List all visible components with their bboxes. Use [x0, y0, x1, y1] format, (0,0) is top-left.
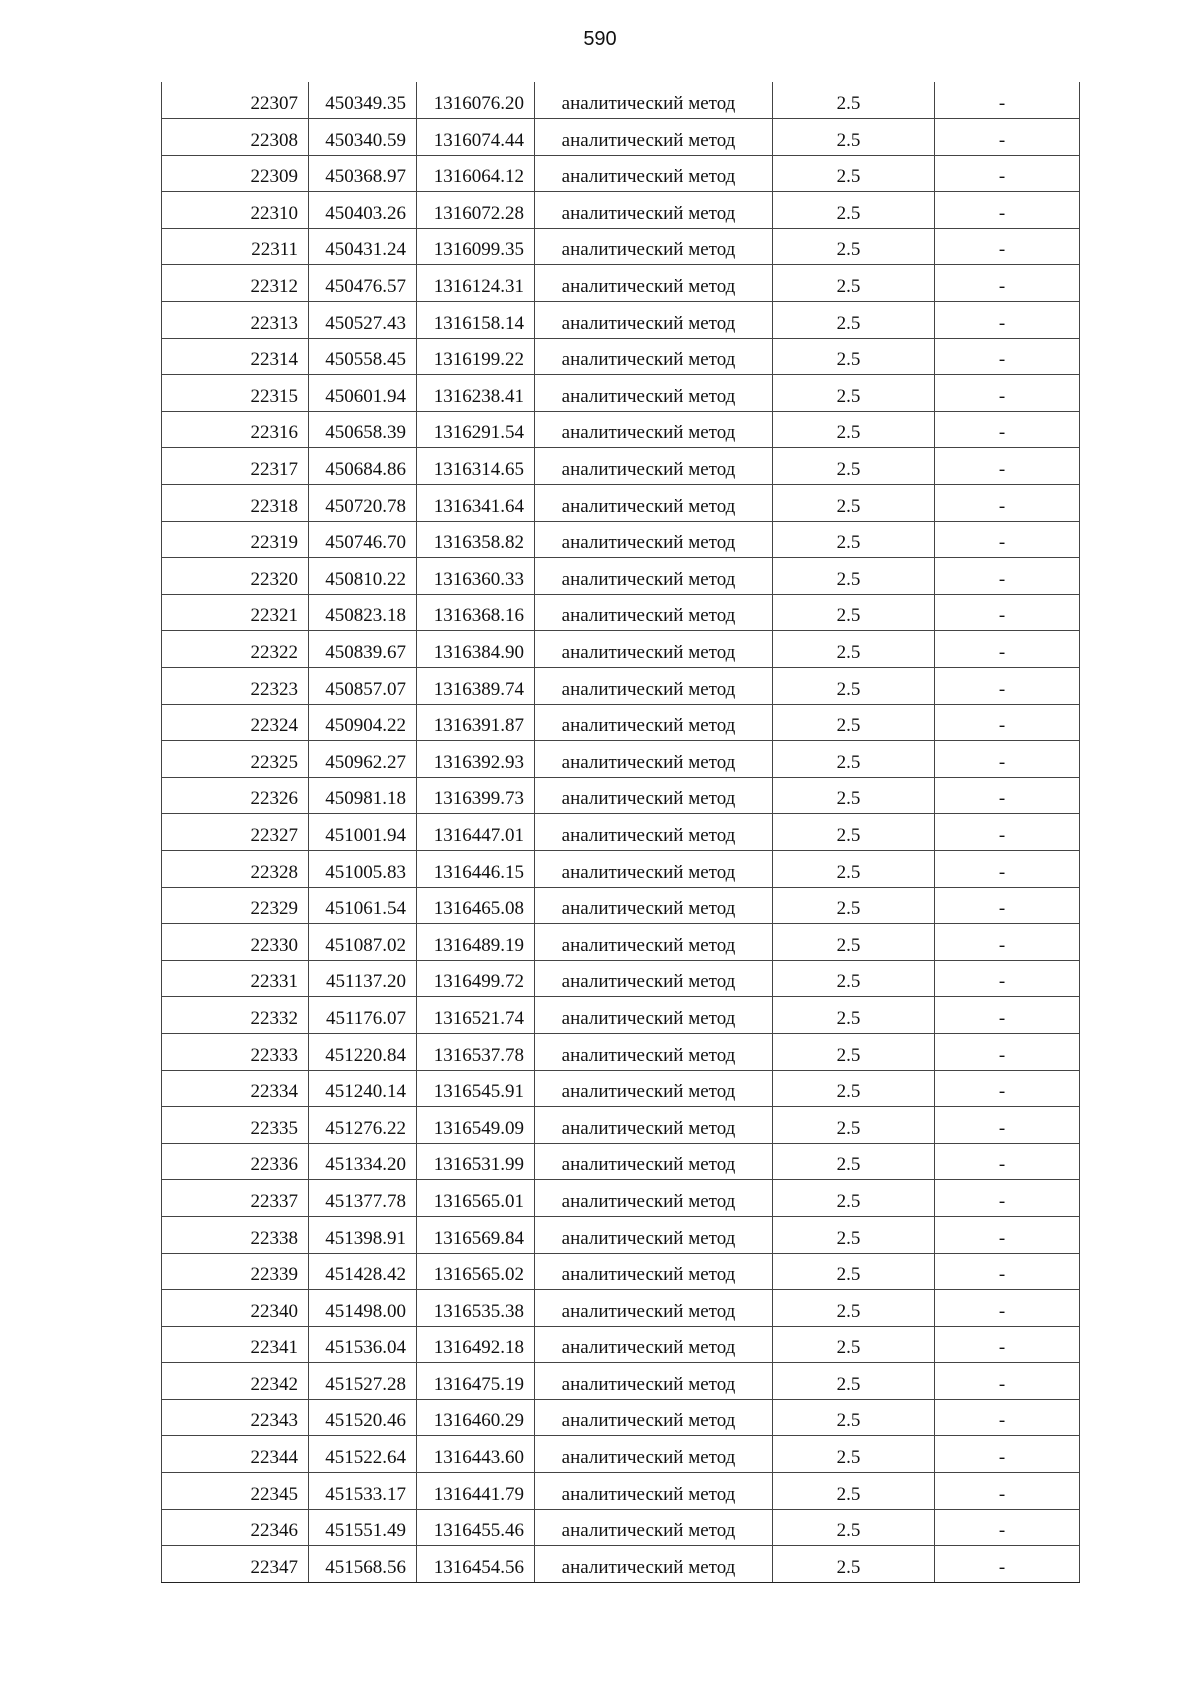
method-cell: аналитический метод — [535, 887, 773, 924]
method-cell: аналитический метод — [535, 228, 773, 265]
note-cell: - — [935, 777, 1080, 814]
y-coordinate-cell: 1316545.91 — [417, 1070, 535, 1107]
accuracy-cell: 2.5 — [773, 1326, 935, 1363]
accuracy-cell: 2.5 — [773, 119, 935, 156]
x-coordinate-cell: 450558.45 — [309, 338, 417, 375]
note-cell: - — [935, 668, 1080, 705]
method-cell: аналитический метод — [535, 338, 773, 375]
x-coordinate-cell: 450962.27 — [309, 741, 417, 778]
y-coordinate-cell: 1316454.56 — [417, 1546, 535, 1583]
method-cell: аналитический метод — [535, 82, 773, 119]
y-coordinate-cell: 1316443.60 — [417, 1436, 535, 1473]
point-number-cell: 22322 — [162, 631, 309, 668]
x-coordinate-cell: 450601.94 — [309, 375, 417, 412]
y-coordinate-cell: 1316489.19 — [417, 924, 535, 961]
x-coordinate-cell: 450720.78 — [309, 485, 417, 522]
y-coordinate-cell: 1316384.90 — [417, 631, 535, 668]
note-cell: - — [935, 485, 1080, 522]
x-coordinate-cell: 451001.94 — [309, 814, 417, 851]
x-coordinate-cell: 450403.26 — [309, 192, 417, 229]
note-cell: - — [935, 594, 1080, 631]
table-row — [162, 119, 1080, 156]
note-cell: - — [935, 155, 1080, 192]
accuracy-cell: 2.5 — [773, 1399, 935, 1436]
table-row — [162, 302, 1080, 339]
accuracy-cell: 2.5 — [773, 960, 935, 997]
x-coordinate-cell: 450527.43 — [309, 302, 417, 339]
note-cell: - — [935, 82, 1080, 119]
x-coordinate-cell: 451176.07 — [309, 997, 417, 1034]
method-cell: аналитический метод — [535, 777, 773, 814]
x-coordinate-cell: 451276.22 — [309, 1107, 417, 1144]
method-cell: аналитический метод — [535, 704, 773, 741]
x-coordinate-cell: 450857.07 — [309, 668, 417, 705]
y-coordinate-cell: 1316521.74 — [417, 997, 535, 1034]
x-coordinate-cell: 450810.22 — [309, 558, 417, 595]
accuracy-cell: 2.5 — [773, 1473, 935, 1510]
y-coordinate-cell: 1316549.09 — [417, 1107, 535, 1144]
method-cell: аналитический метод — [535, 1070, 773, 1107]
note-cell: - — [935, 228, 1080, 265]
accuracy-cell: 2.5 — [773, 1180, 935, 1217]
y-coordinate-cell: 1316465.08 — [417, 887, 535, 924]
point-number-cell: 22315 — [162, 375, 309, 412]
y-coordinate-cell: 1316124.31 — [417, 265, 535, 302]
point-number-cell: 22317 — [162, 448, 309, 485]
y-coordinate-cell: 1316064.12 — [417, 155, 535, 192]
x-coordinate-cell: 450368.97 — [309, 155, 417, 192]
note-cell: - — [935, 1326, 1080, 1363]
page-number: 590 — [583, 28, 617, 50]
table-row — [162, 1143, 1080, 1180]
x-coordinate-cell: 451137.20 — [309, 960, 417, 997]
coordinates-table-body — [162, 82, 1080, 1582]
table-row — [162, 155, 1080, 192]
point-number-cell: 22307 — [162, 82, 309, 119]
y-coordinate-cell: 1316399.73 — [417, 777, 535, 814]
y-coordinate-cell: 1316391.87 — [417, 704, 535, 741]
x-coordinate-cell: 451520.46 — [309, 1399, 417, 1436]
accuracy-cell: 2.5 — [773, 850, 935, 887]
x-coordinate-cell: 451377.78 — [309, 1180, 417, 1217]
method-cell: аналитический метод — [535, 119, 773, 156]
method-cell: аналитический метод — [535, 375, 773, 412]
point-number-cell: 22326 — [162, 777, 309, 814]
table-row — [162, 485, 1080, 522]
note-cell: - — [935, 192, 1080, 229]
method-cell: аналитический метод — [535, 1546, 773, 1583]
method-cell: аналитический метод — [535, 741, 773, 778]
accuracy-cell: 2.5 — [773, 265, 935, 302]
x-coordinate-cell: 450349.35 — [309, 82, 417, 119]
note-cell: - — [935, 1033, 1080, 1070]
y-coordinate-cell: 1316199.22 — [417, 338, 535, 375]
point-number-cell: 22308 — [162, 119, 309, 156]
y-coordinate-cell: 1316492.18 — [417, 1326, 535, 1363]
table-row — [162, 704, 1080, 741]
table-row — [162, 558, 1080, 595]
method-cell: аналитический метод — [535, 1436, 773, 1473]
y-coordinate-cell: 1316314.65 — [417, 448, 535, 485]
point-number-cell: 22310 — [162, 192, 309, 229]
note-cell: - — [935, 1399, 1080, 1436]
x-coordinate-cell: 451522.64 — [309, 1436, 417, 1473]
x-coordinate-cell: 451428.42 — [309, 1253, 417, 1290]
y-coordinate-cell: 1316158.14 — [417, 302, 535, 339]
point-number-cell: 22342 — [162, 1363, 309, 1400]
table-row — [162, 1509, 1080, 1546]
method-cell: аналитический метод — [535, 155, 773, 192]
note-cell: - — [935, 1363, 1080, 1400]
point-number-cell: 22311 — [162, 228, 309, 265]
method-cell: аналитический метод — [535, 1216, 773, 1253]
table-row — [162, 1546, 1080, 1583]
table-row — [162, 1180, 1080, 1217]
y-coordinate-cell: 1316455.46 — [417, 1509, 535, 1546]
note-cell: - — [935, 850, 1080, 887]
table-row — [162, 668, 1080, 705]
note-cell: - — [935, 1436, 1080, 1473]
note-cell: - — [935, 1143, 1080, 1180]
table-row — [162, 1436, 1080, 1473]
note-cell: - — [935, 1473, 1080, 1510]
x-coordinate-cell: 450340.59 — [309, 119, 417, 156]
note-cell: - — [935, 265, 1080, 302]
note-cell: - — [935, 1546, 1080, 1583]
accuracy-cell: 2.5 — [773, 521, 935, 558]
point-number-cell: 22319 — [162, 521, 309, 558]
point-number-cell: 22334 — [162, 1070, 309, 1107]
method-cell: аналитический метод — [535, 1253, 773, 1290]
y-coordinate-cell: 1316535.38 — [417, 1290, 535, 1327]
note-cell: - — [935, 704, 1080, 741]
method-cell: аналитический метод — [535, 192, 773, 229]
x-coordinate-cell: 451498.00 — [309, 1290, 417, 1327]
accuracy-cell: 2.5 — [773, 1546, 935, 1583]
x-coordinate-cell: 450823.18 — [309, 594, 417, 631]
note-cell: - — [935, 1253, 1080, 1290]
table-row — [162, 192, 1080, 229]
accuracy-cell: 2.5 — [773, 997, 935, 1034]
point-number-cell: 22330 — [162, 924, 309, 961]
point-number-cell: 22336 — [162, 1143, 309, 1180]
note-cell: - — [935, 1216, 1080, 1253]
point-number-cell: 22333 — [162, 1033, 309, 1070]
x-coordinate-cell: 450658.39 — [309, 411, 417, 448]
table-row — [162, 375, 1080, 412]
x-coordinate-cell: 451568.56 — [309, 1546, 417, 1583]
method-cell: аналитический метод — [535, 924, 773, 961]
x-coordinate-cell: 450476.57 — [309, 265, 417, 302]
x-coordinate-cell: 451334.20 — [309, 1143, 417, 1180]
table-row — [162, 997, 1080, 1034]
accuracy-cell: 2.5 — [773, 924, 935, 961]
accuracy-cell: 2.5 — [773, 1436, 935, 1473]
point-number-cell: 22318 — [162, 485, 309, 522]
point-number-cell: 22341 — [162, 1326, 309, 1363]
x-coordinate-cell: 451005.83 — [309, 850, 417, 887]
table-row — [162, 82, 1080, 119]
note-cell: - — [935, 887, 1080, 924]
x-coordinate-cell: 450746.70 — [309, 521, 417, 558]
table-row — [162, 924, 1080, 961]
x-coordinate-cell: 450904.22 — [309, 704, 417, 741]
note-cell: - — [935, 960, 1080, 997]
method-cell: аналитический метод — [535, 265, 773, 302]
accuracy-cell: 2.5 — [773, 887, 935, 924]
y-coordinate-cell: 1316446.15 — [417, 850, 535, 887]
table-row — [162, 1399, 1080, 1436]
method-cell: аналитический метод — [535, 1363, 773, 1400]
coordinates-table — [161, 82, 1080, 1583]
method-cell: аналитический метод — [535, 814, 773, 851]
point-number-cell: 22338 — [162, 1216, 309, 1253]
method-cell: аналитический метод — [535, 1143, 773, 1180]
note-cell: - — [935, 375, 1080, 412]
point-number-cell: 22323 — [162, 668, 309, 705]
method-cell: аналитический метод — [535, 521, 773, 558]
table-row — [162, 777, 1080, 814]
y-coordinate-cell: 1316460.29 — [417, 1399, 535, 1436]
accuracy-cell: 2.5 — [773, 155, 935, 192]
table-row — [162, 850, 1080, 887]
x-coordinate-cell: 450431.24 — [309, 228, 417, 265]
x-coordinate-cell: 451061.54 — [309, 887, 417, 924]
table-row — [162, 1033, 1080, 1070]
accuracy-cell: 2.5 — [773, 1216, 935, 1253]
accuracy-cell: 2.5 — [773, 1253, 935, 1290]
point-number-cell: 22346 — [162, 1509, 309, 1546]
note-cell: - — [935, 521, 1080, 558]
table-row — [162, 1253, 1080, 1290]
x-coordinate-cell: 451240.14 — [309, 1070, 417, 1107]
x-coordinate-cell: 451527.28 — [309, 1363, 417, 1400]
method-cell: аналитический метод — [535, 1399, 773, 1436]
point-number-cell: 22340 — [162, 1290, 309, 1327]
point-number-cell: 22344 — [162, 1436, 309, 1473]
x-coordinate-cell: 450981.18 — [309, 777, 417, 814]
y-coordinate-cell: 1316358.82 — [417, 521, 535, 558]
point-number-cell: 22345 — [162, 1473, 309, 1510]
y-coordinate-cell: 1316447.01 — [417, 814, 535, 851]
table-row — [162, 521, 1080, 558]
note-cell: - — [935, 924, 1080, 961]
method-cell: аналитический метод — [535, 1290, 773, 1327]
point-number-cell: 22339 — [162, 1253, 309, 1290]
y-coordinate-cell: 1316565.01 — [417, 1180, 535, 1217]
point-number-cell: 22343 — [162, 1399, 309, 1436]
table-row — [162, 265, 1080, 302]
accuracy-cell: 2.5 — [773, 485, 935, 522]
accuracy-cell: 2.5 — [773, 1363, 935, 1400]
method-cell: аналитический метод — [535, 850, 773, 887]
method-cell: аналитический метод — [535, 1473, 773, 1510]
table-row — [162, 1107, 1080, 1144]
point-number-cell: 22331 — [162, 960, 309, 997]
note-cell: - — [935, 814, 1080, 851]
note-cell: - — [935, 1180, 1080, 1217]
x-coordinate-cell: 451087.02 — [309, 924, 417, 961]
y-coordinate-cell: 1316392.93 — [417, 741, 535, 778]
accuracy-cell: 2.5 — [773, 1509, 935, 1546]
y-coordinate-cell: 1316368.16 — [417, 594, 535, 631]
y-coordinate-cell: 1316360.33 — [417, 558, 535, 595]
accuracy-cell: 2.5 — [773, 777, 935, 814]
accuracy-cell: 2.5 — [773, 228, 935, 265]
point-number-cell: 22332 — [162, 997, 309, 1034]
point-number-cell: 22329 — [162, 887, 309, 924]
accuracy-cell: 2.5 — [773, 82, 935, 119]
accuracy-cell: 2.5 — [773, 631, 935, 668]
y-coordinate-cell: 1316072.28 — [417, 192, 535, 229]
table-row — [162, 1326, 1080, 1363]
point-number-cell: 22347 — [162, 1546, 309, 1583]
note-cell: - — [935, 558, 1080, 595]
note-cell: - — [935, 1107, 1080, 1144]
y-coordinate-cell: 1316341.64 — [417, 485, 535, 522]
accuracy-cell: 2.5 — [773, 338, 935, 375]
x-coordinate-cell: 451551.49 — [309, 1509, 417, 1546]
accuracy-cell: 2.5 — [773, 1033, 935, 1070]
point-number-cell: 22324 — [162, 704, 309, 741]
method-cell: аналитический метод — [535, 668, 773, 705]
y-coordinate-cell: 1316475.19 — [417, 1363, 535, 1400]
accuracy-cell: 2.5 — [773, 411, 935, 448]
point-number-cell: 22320 — [162, 558, 309, 595]
accuracy-cell: 2.5 — [773, 1070, 935, 1107]
note-cell: - — [935, 302, 1080, 339]
y-coordinate-cell: 1316291.54 — [417, 411, 535, 448]
y-coordinate-cell: 1316074.44 — [417, 119, 535, 156]
table-row — [162, 1363, 1080, 1400]
method-cell: аналитический метод — [535, 1509, 773, 1546]
table-row — [162, 228, 1080, 265]
method-cell: аналитический метод — [535, 960, 773, 997]
note-cell: - — [935, 631, 1080, 668]
table-row — [162, 1216, 1080, 1253]
accuracy-cell: 2.5 — [773, 1290, 935, 1327]
y-coordinate-cell: 1316537.78 — [417, 1033, 535, 1070]
accuracy-cell: 2.5 — [773, 668, 935, 705]
point-number-cell: 22316 — [162, 411, 309, 448]
x-coordinate-cell: 451533.17 — [309, 1473, 417, 1510]
point-number-cell: 22309 — [162, 155, 309, 192]
x-coordinate-cell: 450839.67 — [309, 631, 417, 668]
y-coordinate-cell: 1316441.79 — [417, 1473, 535, 1510]
point-number-cell: 22312 — [162, 265, 309, 302]
y-coordinate-cell: 1316569.84 — [417, 1216, 535, 1253]
x-coordinate-cell: 451536.04 — [309, 1326, 417, 1363]
method-cell: аналитический метод — [535, 448, 773, 485]
point-number-cell: 22328 — [162, 850, 309, 887]
table-row — [162, 631, 1080, 668]
note-cell: - — [935, 741, 1080, 778]
x-coordinate-cell: 451398.91 — [309, 1216, 417, 1253]
note-cell: - — [935, 338, 1080, 375]
y-coordinate-cell: 1316565.02 — [417, 1253, 535, 1290]
point-number-cell: 22314 — [162, 338, 309, 375]
note-cell: - — [935, 1070, 1080, 1107]
method-cell: аналитический метод — [535, 1180, 773, 1217]
table-row — [162, 1290, 1080, 1327]
table-row — [162, 887, 1080, 924]
y-coordinate-cell: 1316099.35 — [417, 228, 535, 265]
point-number-cell: 22321 — [162, 594, 309, 631]
point-number-cell: 22327 — [162, 814, 309, 851]
method-cell: аналитический метод — [535, 631, 773, 668]
accuracy-cell: 2.5 — [773, 558, 935, 595]
y-coordinate-cell: 1316076.20 — [417, 82, 535, 119]
accuracy-cell: 2.5 — [773, 741, 935, 778]
y-coordinate-cell: 1316499.72 — [417, 960, 535, 997]
table-row — [162, 960, 1080, 997]
point-number-cell: 22337 — [162, 1180, 309, 1217]
point-number-cell: 22335 — [162, 1107, 309, 1144]
table-row — [162, 594, 1080, 631]
accuracy-cell: 2.5 — [773, 375, 935, 412]
x-coordinate-cell: 451220.84 — [309, 1033, 417, 1070]
accuracy-cell: 2.5 — [773, 448, 935, 485]
method-cell: аналитический метод — [535, 594, 773, 631]
method-cell: аналитический метод — [535, 1107, 773, 1144]
accuracy-cell: 2.5 — [773, 704, 935, 741]
point-number-cell: 22313 — [162, 302, 309, 339]
note-cell: - — [935, 119, 1080, 156]
method-cell: аналитический метод — [535, 411, 773, 448]
method-cell: аналитический метод — [535, 558, 773, 595]
accuracy-cell: 2.5 — [773, 594, 935, 631]
method-cell: аналитический метод — [535, 997, 773, 1034]
table-row — [162, 338, 1080, 375]
y-coordinate-cell: 1316389.74 — [417, 668, 535, 705]
method-cell: аналитический метод — [535, 485, 773, 522]
table-row — [162, 448, 1080, 485]
accuracy-cell: 2.5 — [773, 192, 935, 229]
method-cell: аналитический метод — [535, 1033, 773, 1070]
note-cell: - — [935, 1509, 1080, 1546]
accuracy-cell: 2.5 — [773, 1143, 935, 1180]
method-cell: аналитический метод — [535, 302, 773, 339]
y-coordinate-cell: 1316238.41 — [417, 375, 535, 412]
x-coordinate-cell: 450684.86 — [309, 448, 417, 485]
point-number-cell: 22325 — [162, 741, 309, 778]
table-row — [162, 741, 1080, 778]
table-row — [162, 814, 1080, 851]
table-row — [162, 1473, 1080, 1510]
accuracy-cell: 2.5 — [773, 814, 935, 851]
note-cell: - — [935, 411, 1080, 448]
y-coordinate-cell: 1316531.99 — [417, 1143, 535, 1180]
note-cell: - — [935, 1290, 1080, 1327]
accuracy-cell: 2.5 — [773, 302, 935, 339]
note-cell: - — [935, 997, 1080, 1034]
accuracy-cell: 2.5 — [773, 1107, 935, 1144]
table-row — [162, 1070, 1080, 1107]
note-cell: - — [935, 448, 1080, 485]
table-row — [162, 411, 1080, 448]
method-cell: аналитический метод — [535, 1326, 773, 1363]
